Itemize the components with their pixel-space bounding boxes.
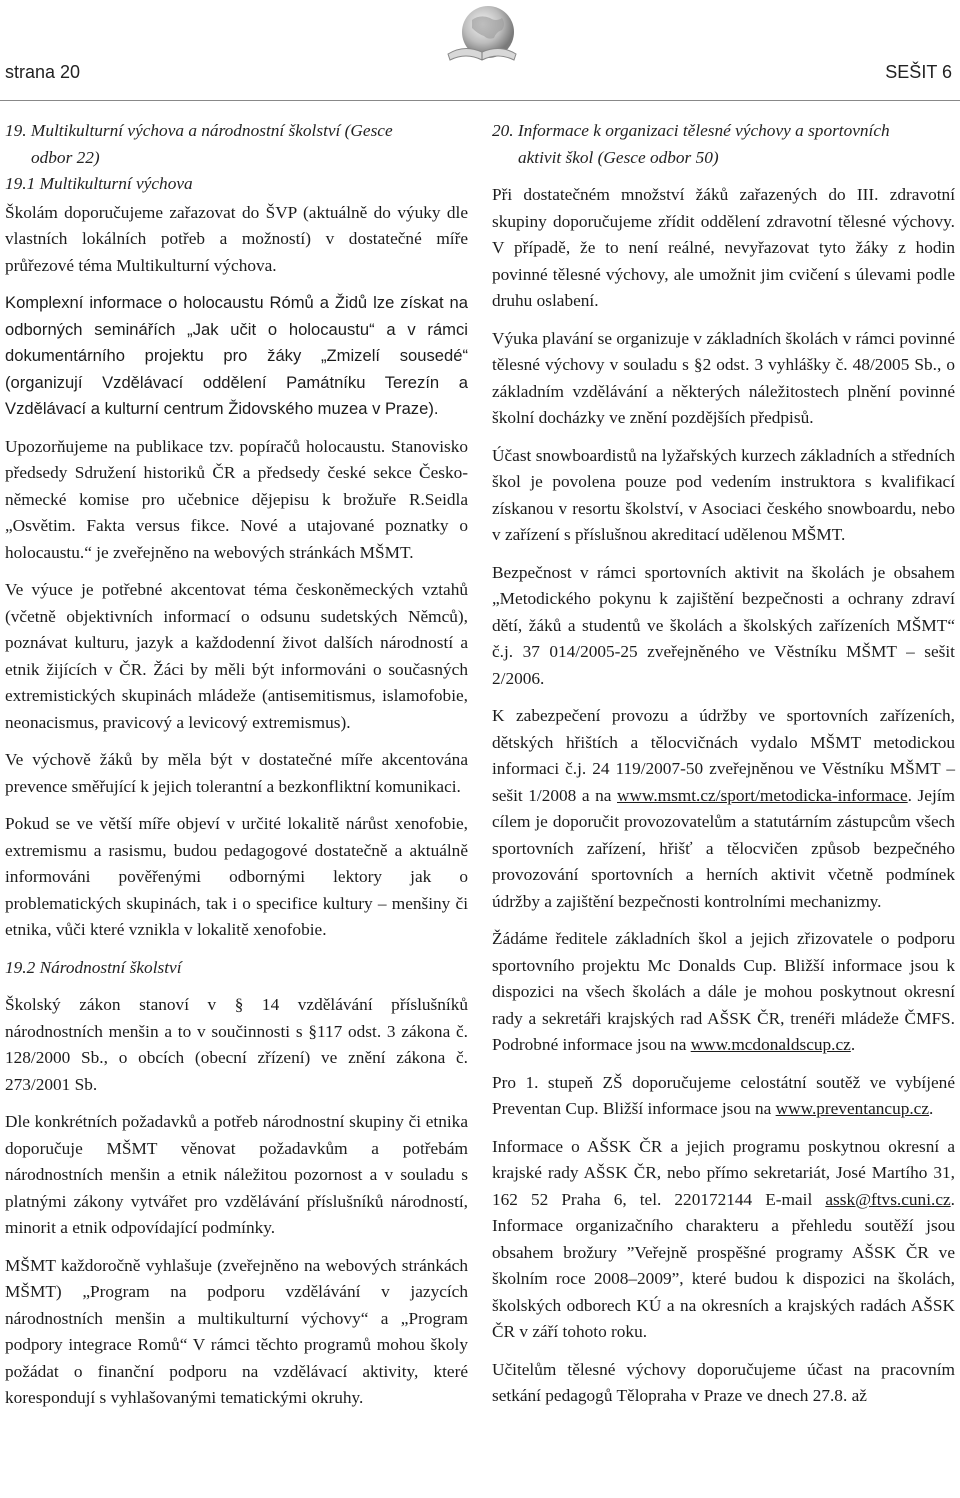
paragraph: Výuka plavání se organizuje v základních školách v rámci povinné tělesné výchovy v souladu s §2 odst. 3 vyhlášky č. 48/2005 Sb., o základním vzdělávání a některých náležitostech plnění povinné školní docházky ve znění pozdějších předpisů. <box>492 328 955 427</box>
section-19-1-heading: 19.1 Multikulturní výchova <box>5 174 193 193</box>
msmt-link[interactable]: www.msmt.cz/sport/metodicka-informace <box>617 785 908 805</box>
page-number: strana 20 <box>5 62 81 82</box>
paragraph <box>492 1134 955 1346</box>
paragraph-text: K zabezpečení provozu a údržby ve sportovních zařízeních, dětských hřištích a tělocvičnách vydalo MŠMT metodickou informaci č.j. 24 119/2007-50 zveřejněnou ve Věstníku MŠMT – sešit 1/2008 a na <box>492 706 955 805</box>
preventancup-link[interactable]: www.preventancup.cz <box>775 1099 930 1118</box>
paragraph: Ve výuce je potřebné akcentovat téma českoněmeckých vztahů (včetně objektivních informací o odsunu sudetských Němců), poznávat kulturu, jazyk a každodenní život dalších národností a etnik žijících v ČR. Žáci by měli být informováni o současných extremistických skupinách mládeže (antisemitismus, islamofobie, neonacismus, pravicový a levicový extremismus). <box>5 580 468 732</box>
left-column <box>5 118 468 1423</box>
issue-label: SEŠIT 6 <box>885 62 952 82</box>
paragraph-text: Pro 1. stupeň ZŠ doporučujeme celostátní soutěž ve vybíjené Preventan Cup. Bližší informace jsou na <box>492 1072 955 1118</box>
paragraph-text: Informace o AŠSK ČR a jejich programu poskytnou okresní a krajské rady AŠSK ČR, nebo přímo sekretariát, José Martího 31, 162 52 Praha 6, tel. 220172144 E-mail <box>492 1136 955 1209</box>
email-link[interactable]: assk@ftvs.cuni.cz <box>825 1189 951 1209</box>
paragraph: Učitelům tělesné výchovy doporučujeme účast na pracovním setkání pedagogů Tělopraha v Praze ve dnech 27.8. až <box>492 1359 955 1405</box>
section-20-heading-cont: aktivit škol (Gesce odbor 50) <box>518 147 719 167</box>
paragraph <box>492 926 955 1059</box>
paragraph: Školský zákon stanoví v § 14 vzdělávání příslušníků národnostních menšin a to v součinnosti s §117 odst. 3 zákona č. 128/2000 Sb., o obcích (obecní zřízení) ve znění zákona č. 273/2001 Sb. <box>5 995 468 1094</box>
paragraph-text: . <box>850 1035 856 1054</box>
section-20-heading: 20. Informace k organizaci tělesné výchovy a sportovních <box>492 121 890 140</box>
globe-book-logo <box>442 2 522 74</box>
paragraph: Účast snowboardistů na lyžařských kurzech základních a středních škol je povolena pouze pod vedením instruktora s kvalifikací získanou v resortu školství, v Asociaci českého snowboardu, nebo v zařízení s příslušnou akreditací udělenou MŠMT. <box>492 445 955 544</box>
paragraph: Školám doporučujeme zařazovat do ŠVP (aktuálně do výuky dle vlastních lokálních potřeb a možností) v dostatečné míře průřezové téma Multikulturní výchova. <box>5 202 468 275</box>
paragraph-text: Žádáme ředitele základních škol a jejich zřizovatele o podporu sportovního projektu Mc Donalds Cup. Bližší informace jsou k dispozici na všech školách a dále je mohou poskytnout okresní rady a sekretáři krajských rad AŠSK ČR, trenéři mládeže ČMFS. Podrobné informace jsou na <box>492 929 955 1054</box>
paragraph-text: . Jejím cílem je doporučit provozovatelům a statutárním zástupcům všech sportovních zařízení, hřišť a tělocvičen způsob bezpečného provozování sportovních a herních aktivit včetně podmínek údržby a zajištění bezpečnosti kontrolními mechanizmy. <box>492 785 955 911</box>
paragraph: Bezpečnost v rámci sportovních aktivit na školách je obsahem „Metodického pokynu k zajištění bezpečnosti a ochrany zdraví dětí, žáků a studentů ve školách a školských zařízeních MŠMT“ č.j. 37 014/2005-25 zveřejněného ve Věstníku MŠMT – sešit 2/2006. <box>492 562 955 688</box>
paragraph: Upozorňujeme na publikace tzv. popíračů holocaustu. Stanovisko předsedy Sdružení historiků ČR a předsedy české sekce Česko-německé komise pro učebnice dějepisu k brožuře R.Seidla „Osvětim. Fakta versus fikce. Nové a utajované poznatky o holocaustu.“ je zveřejněno na webových stránkách MŠMT. <box>5 436 468 562</box>
paragraph <box>492 1070 955 1123</box>
paragraph <box>492 703 955 915</box>
mcdonaldscup-link[interactable]: www.mcdonaldscup.cz <box>690 1035 851 1054</box>
paragraph: MŠMT každoročně vyhlašuje (zveřejněno na webových stránkách MŠMT) „Program na podporu vzdělávání v jazycích národnostních menšin a multikulturní výchovy“ a „Program podpory integrace Romů“ V rámci těchto programů mohou školy požádat o finanční podporu na vzdělávací aktivity, které korespondují s vyhlašovanými tematickými okruhy. <box>5 1255 468 1407</box>
section-19-2-heading: 19.2 Národnostní školství <box>5 957 182 977</box>
paragraph-text: . Informace organizačního charakteru a přehledu soutěží jsou obsahem brožury ”Veřejně prospěšné programy AŠSK ČR ve školním roce 2008–2009”, které budou k dispozici na školách, školských odborech KÚ a na okresních a krajských radách AŠSK ČR v září tohoto roku. <box>492 1189 955 1341</box>
paragraph: Při dostatečném množství žáků zařazených do III. zdravotní skupiny doporučujeme zřídit oddělení zdravotní tělesné výchovy. V případě, že to není reálné, nevyřazovat tyto žáky z hodin povinné tělesné výchovy, ale umožnit jim cvičení s úlevami podle druhu oslabení. <box>492 185 955 310</box>
section-19-heading: 19. Multikulturní výchova a národnostní školství (Gesce <box>5 121 393 140</box>
right-column <box>492 118 955 1421</box>
section-19-heading-cont: odbor 22) <box>31 147 100 167</box>
paragraph: Dle konkrétních požadavků a potřeb národnostní skupiny či etnika doporučuje MŠMT věnovat požadavkům a potřebám národnostních menšin a etnik náležitou pozornost a v souladu s platnými zákony vytvářet pro vzdělávání příslušníků národností, minorit a etnik odpovídající podmínky. <box>5 1112 468 1237</box>
paragraph: Pokud se ve větší míře objeví v určité lokalitě nárůst xenofobie, extremismu a rasismu, budou pedagogové dostatečně a aktuálně informováni pověřenými odbornými lektory jak o problematických skupinách, tak i o specifice kultury – menšiny či etnika, vůči které vznikla v lokalitě xenofobie. <box>5 814 468 939</box>
paragraph: Ve výchově žáků by měla být v dostatečné míře akcentována prevence směřující k jejich tolerantní a bezkonfliktní komunikaci. <box>5 750 468 796</box>
paragraph-text: . <box>929 1099 934 1118</box>
paragraph: Komplexní informace o holocaustu Rómů a Židů lze získat na odborných seminářích „Jak učit o holocaustu“ a v rámci dokumentárního projektu pro žáky „Zmizelí sousedé“ (organizují Vzdělávací oddělení Památníku Terezín a Vzdělávací a kulturní centrum Židovského muzea v Praze). <box>5 293 468 418</box>
header-rule <box>0 100 960 101</box>
